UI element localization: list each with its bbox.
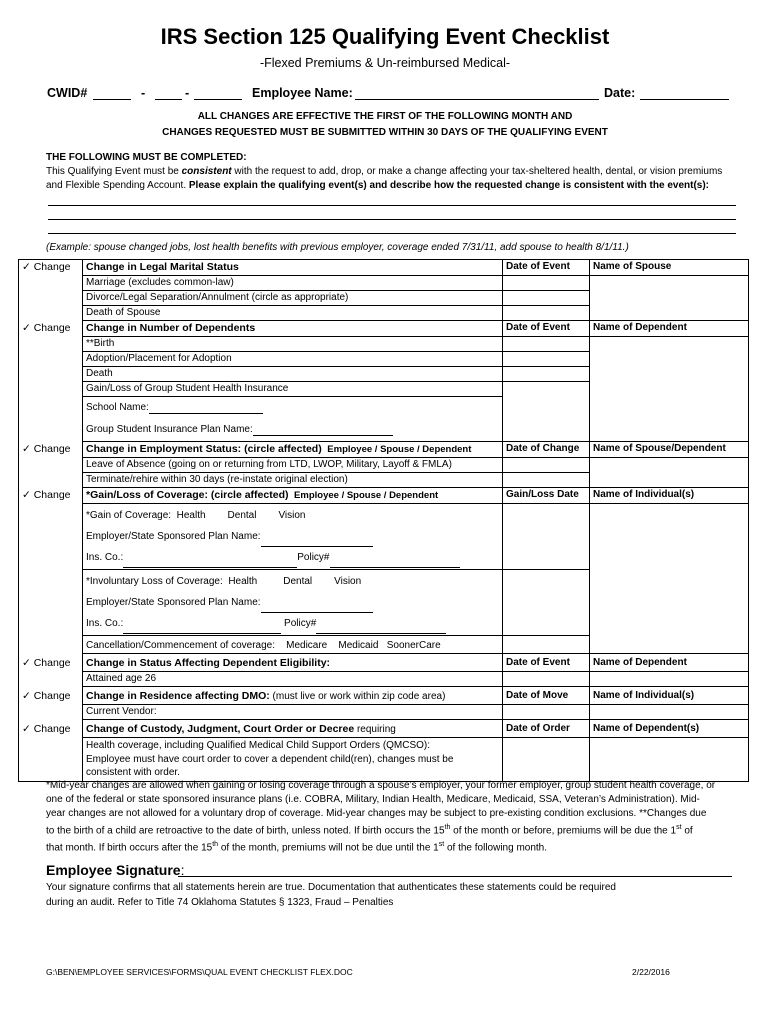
school-name-field[interactable] bbox=[149, 413, 263, 414]
signature-note-2: during an audit. Refer to Title 74 Oklahoma Statutes § 1323, Fraud – Penalties bbox=[46, 897, 394, 908]
list-item: Leave of Absence (going on or returning from LTD, LWOP, Military, Layoff & FMLA) bbox=[83, 458, 503, 473]
col-date-marital: Date of Event bbox=[503, 260, 590, 276]
col-date-coverage: Gain/Loss Date bbox=[503, 488, 590, 504]
qualifying-event-table bbox=[18, 259, 749, 782]
col-date-dependents: Date of Event bbox=[503, 321, 590, 337]
table-row bbox=[19, 337, 749, 352]
date-cell[interactable] bbox=[503, 367, 590, 382]
col-name-employment: Name of Spouse/Dependent bbox=[590, 442, 749, 458]
list-item: Death bbox=[83, 367, 503, 382]
table-row bbox=[19, 488, 749, 504]
cwid-dash-1: - bbox=[141, 86, 146, 100]
list-item: Divorce/Legal Separation/Annulment (circle as appropriate) bbox=[83, 291, 503, 306]
cancellation-row: Cancellation/Commencement of coverage: Medicare Medicaid SoonerCare bbox=[83, 636, 503, 654]
form-subtitle: -Flexed Premiums & Un-reimbursed Medical- bbox=[259, 56, 511, 70]
section-title-employment: Change in Employment Status: (circle affected) Employee / Spouse / Dependent bbox=[83, 442, 503, 458]
change-checkbox-eligibility[interactable]: ✓ Change bbox=[19, 654, 83, 672]
table-row bbox=[19, 720, 749, 738]
section-title-dependents: Change in Number of Dependents bbox=[83, 321, 503, 337]
date-cell[interactable] bbox=[503, 705, 590, 720]
date-cell[interactable] bbox=[503, 672, 590, 687]
soonercare-option[interactable]: SoonerCare bbox=[386, 640, 441, 651]
name-cell[interactable] bbox=[590, 705, 749, 720]
list-item: Attained age 26 bbox=[83, 672, 503, 687]
list-item: Adoption/Placement for Adoption bbox=[83, 352, 503, 367]
col-name-coverage: Name of Individual(s) bbox=[590, 488, 749, 504]
name-cell[interactable] bbox=[590, 504, 749, 654]
explanation-line-2[interactable] bbox=[48, 219, 736, 220]
table-row bbox=[19, 260, 749, 276]
employee-name-field[interactable] bbox=[355, 99, 599, 100]
change-checkbox-residence[interactable]: ✓ Change bbox=[19, 687, 83, 705]
school-name-row: School Name: bbox=[83, 397, 503, 420]
loss-dental-option[interactable]: Dental bbox=[283, 576, 313, 587]
col-date-residence: Date of Move bbox=[503, 687, 590, 705]
change-checkbox-marital[interactable]: ✓ Change bbox=[19, 260, 83, 276]
student-plan-field[interactable] bbox=[253, 435, 393, 436]
file-path: G:\BEN\EMPLOYEE SERVICES\FORMS\QUAL EVENT CHECKLIST FLEX.DOC bbox=[46, 967, 353, 977]
footnote: *Mid-year changes are allowed when gaining or losing coverage through a spouse’s employer, your former employer, group student health coverage, or one of the federal or state sponsored insurance plans (i.e. COBRA, Military, Indian Health, Medicare, Medicaid, SSA, Veteran’s Administration). Mid- year changes are not allowed for a voluntary drop of coverage. Mid-year changes may be subject to pre-existing condition exclusions. **Changes due to the birth of a child are retroactive to the date of birth, unless noted. If birth occurs the 15th of the month or before, premiums will be due the 1st of that month. If birth occurs after the 15th of the month, premiums will not be due until the 1st of the following month. bbox=[46, 780, 716, 854]
name-cell[interactable] bbox=[590, 276, 749, 321]
name-cell[interactable] bbox=[590, 337, 749, 442]
explanation-line-3[interactable] bbox=[48, 233, 736, 234]
cwid-field-3[interactable] bbox=[194, 99, 242, 100]
form-title: IRS Section 125 Qualifying Event Checklist bbox=[160, 24, 610, 49]
loss-vision-option[interactable]: Vision bbox=[334, 576, 362, 587]
date-cell[interactable] bbox=[503, 504, 590, 570]
change-checkbox-custody[interactable]: ✓ Change bbox=[19, 720, 83, 738]
table-row bbox=[19, 321, 749, 337]
table-row bbox=[19, 654, 749, 672]
loss-health-option[interactable]: Health bbox=[228, 576, 258, 587]
medicaid-option[interactable]: Medicaid bbox=[338, 640, 379, 651]
instructions-line-2: and Flexible Spending Account. Please explain the qualifying event(s) and describe how the requested change is consistent with the event(s): bbox=[46, 180, 710, 191]
explanation-line-1[interactable] bbox=[48, 205, 736, 206]
signature-note-1: Your signature confirms that all statements herein are true. Documentation that authenticates these statements could be required bbox=[46, 882, 616, 893]
list-item: Marriage (excludes common-law) bbox=[83, 276, 503, 291]
col-date-custody: Date of Order bbox=[503, 720, 590, 738]
gain-vision-option[interactable]: Vision bbox=[278, 510, 306, 521]
gain-policy-field[interactable] bbox=[330, 567, 460, 568]
cwid-field-2[interactable] bbox=[155, 99, 182, 100]
date-cell[interactable] bbox=[503, 738, 590, 782]
date-cell[interactable] bbox=[503, 458, 590, 473]
list-item: Terminate/rehire within 30 days (re-instate original election) bbox=[83, 473, 503, 488]
date-label: Date: bbox=[604, 86, 636, 100]
table-row bbox=[19, 687, 749, 705]
section-title-residence: Change in Residence affecting DMO: (must live or work within zip code area) bbox=[83, 687, 503, 705]
change-checkbox-coverage[interactable]: ✓ Change bbox=[19, 488, 83, 504]
name-cell[interactable] bbox=[590, 458, 749, 488]
custody-details: Health coverage, including Qualified Medical Child Support Orders (QMCSO): Employee must have court order to cover a dependent child(ren), changes must be consistent with order. bbox=[83, 738, 503, 782]
cwid-label: CWID# bbox=[47, 86, 88, 100]
table-row bbox=[19, 276, 749, 291]
col-name-eligibility: Name of Dependent bbox=[590, 654, 749, 672]
student-plan-row: Group Student Insurance Plan Name: bbox=[83, 419, 503, 442]
list-item: Death of Spouse bbox=[83, 306, 503, 321]
section-title-custody: Change of Custody, Judgment, Court Order or Decree requiring bbox=[83, 720, 503, 738]
gain-coverage-block: *Gain of Coverage: Health Dental Vision Employer/State Sponsored Plan Name: Ins. Co.: Policy# bbox=[83, 504, 503, 570]
section-title-eligibility: Change in Status Affecting Dependent Eligibility: bbox=[83, 654, 503, 672]
list-item: **Birth bbox=[83, 337, 503, 352]
date-cell[interactable] bbox=[503, 473, 590, 488]
instructions-line-1: This Qualifying Event must be consistent with the request to add, drop, or make a change affecting your tax-sheltered health, dental, or vision premiums bbox=[46, 166, 723, 177]
col-name-custody: Name of Dependent(s) bbox=[590, 720, 749, 738]
date-cell[interactable] bbox=[503, 352, 590, 367]
gain-health-option[interactable]: Health bbox=[176, 510, 206, 521]
date-cell[interactable] bbox=[503, 291, 590, 306]
table-row bbox=[19, 504, 749, 570]
date-cell[interactable] bbox=[503, 570, 590, 636]
signature-label: Employee Signature: bbox=[46, 862, 185, 878]
col-date-eligibility: Date of Event bbox=[503, 654, 590, 672]
date-cell[interactable] bbox=[503, 636, 590, 654]
section-title-marital: Change in Legal Marital Status bbox=[83, 260, 503, 276]
name-cell[interactable] bbox=[590, 738, 749, 782]
name-cell[interactable] bbox=[590, 672, 749, 687]
cwid-dash-2: - bbox=[185, 86, 190, 100]
date-cell[interactable] bbox=[503, 382, 590, 442]
date-cell[interactable] bbox=[503, 276, 590, 291]
col-date-employment: Date of Change bbox=[503, 442, 590, 458]
table-row bbox=[19, 672, 749, 687]
date-cell[interactable] bbox=[503, 306, 590, 321]
notice-line-1: ALL CHANGES ARE EFFECTIVE THE FIRST OF THE FOLLOWING MONTH AND bbox=[197, 111, 573, 122]
employee-name-label: Employee Name: bbox=[252, 86, 353, 100]
list-item: Gain/Loss of Group Student Health Insurance bbox=[83, 382, 503, 397]
example-text: (Example: spouse changed jobs, lost health benefits with previous employer, coverage ended 7/31/11, add spouse to health 8/1/11.) bbox=[46, 242, 629, 253]
change-checkbox-dependents[interactable]: ✓ Change bbox=[19, 321, 83, 337]
table-row bbox=[19, 705, 749, 720]
loss-coverage-block: *Involuntary Loss of Coverage: Health Dental Vision Employer/State Sponsored Plan Name: Ins. Co.: Policy# bbox=[83, 570, 503, 636]
col-name-dependents: Name of Dependent bbox=[590, 321, 749, 337]
instructions-heading: THE FOLLOWING MUST BE COMPLETED: bbox=[46, 152, 247, 163]
medicare-option[interactable]: Medicare bbox=[286, 640, 328, 651]
notice-line-2: CHANGES REQUESTED MUST BE SUBMITTED WITHIN 30 DAYS OF THE QUALIFYING EVENT bbox=[162, 127, 608, 138]
cwid-field-1[interactable] bbox=[93, 99, 131, 100]
change-checkbox-employment[interactable]: ✓ Change bbox=[19, 442, 83, 458]
section-title-coverage: *Gain/Loss of Coverage: (circle affected) Employee / Spouse / Dependent bbox=[83, 488, 503, 504]
table-row bbox=[19, 738, 749, 782]
table-row bbox=[19, 458, 749, 473]
current-vendor-row: Current Vendor: bbox=[83, 705, 503, 720]
col-name-residence: Name of Individual(s) bbox=[590, 687, 749, 705]
loss-ins-co-field[interactable] bbox=[123, 633, 281, 634]
date-field[interactable] bbox=[640, 99, 729, 100]
revision-date: 2/22/2016 bbox=[632, 967, 670, 977]
signature-field[interactable] bbox=[178, 876, 732, 877]
gain-ins-co-field[interactable] bbox=[123, 567, 297, 568]
col-name-marital: Name of Spouse bbox=[590, 260, 749, 276]
table-row bbox=[19, 442, 749, 458]
loss-policy-field[interactable] bbox=[316, 633, 446, 634]
gain-dental-option[interactable]: Dental bbox=[227, 510, 257, 521]
date-cell[interactable] bbox=[503, 337, 590, 352]
